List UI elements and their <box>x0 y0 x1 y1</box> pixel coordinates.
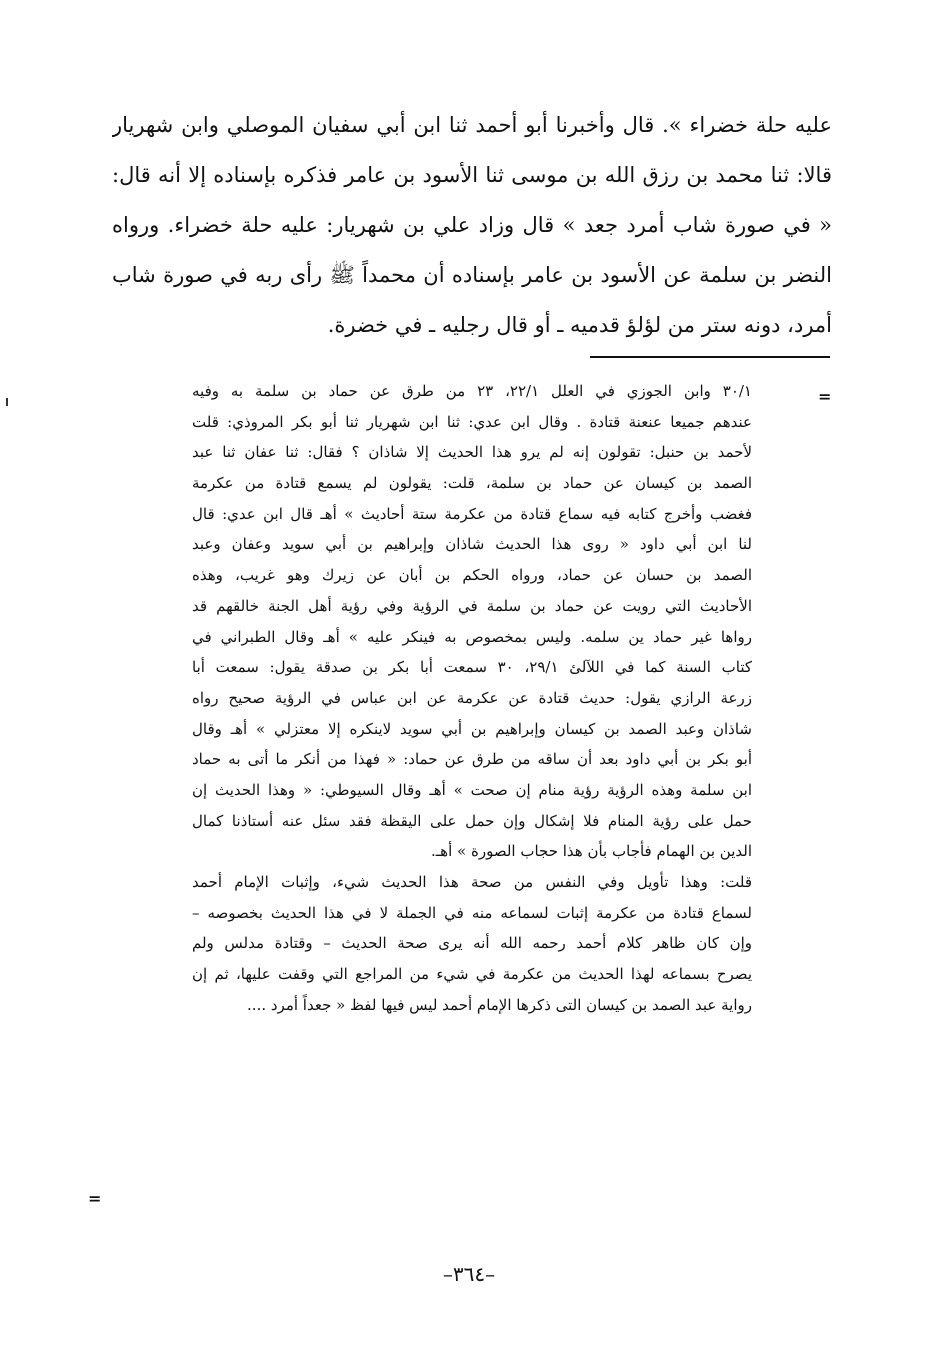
scan-edge-mark <box>6 398 8 406</box>
footnote-line: لسماع قتادة من عكرمة إثبات لسماعه منه في الجملة لا في هذا الحديث بخصوصه – <box>192 903 752 922</box>
footnote-line: يصرح بسماعه لهذا الحديث من عكرمة في شيء من المراجع التي وقفت عليها، ثم إن <box>192 965 752 984</box>
footnote-divider <box>590 356 830 358</box>
footnote-block <box>192 376 752 1020</box>
footnote-line: الصمد بن كيسان عن حماد بن سلمة، قلت: يقولون لم يسمع قتادة من عكرمة <box>192 474 752 493</box>
footnote-line: لنا ابن أبي داود « روى هذا الحديث شاذان وإبراهيم بن أبي سويد وعفان وعبد <box>192 535 752 554</box>
footnote-line: الصمد بن حسان عن حماد، ورواه الحكم بن أبان عن زيرك وهو غريب، وهذه <box>192 566 752 585</box>
footnote-line: وإن كان ظاهر كلام أحمد رحمه الله أنه يرى صحة الحديث – وقتادة مدلس ولم <box>192 934 752 953</box>
footnote-line: الدين بن الهمام فأجاب بأن هذا حجاب الصورة » أهـ. <box>431 842 752 861</box>
footnote-line: رواها غير حماد ين سلمه. وليس بمخصوص به فينكر عليه » أهـ وقال الطبراني في <box>192 627 752 646</box>
page-number: –٣٦٤– <box>442 1262 496 1286</box>
footnote-line: لأحمد بن حنبل: تقولون إنه لم يرو هذا الحديث إلا شاذان ؟ فقال: ثنا عفان ثنا عبد <box>192 443 752 462</box>
footnote-line: عندهم جميعا عنعنة قتادة . وقال ابن عدي: ثنا ابن شهريار ثنا أبو بكر المروذي: قلت <box>192 412 752 431</box>
footnote-line: قلت: وهذا تأويل وفي النفس من صحة هذا الحديث شيء، وإثبات الإمام أحمد <box>192 873 752 891</box>
main-text-line: أمرد، دونه ستر من لؤلؤ قدميه ـ أو قال رجليه ـ في خضرة. <box>327 313 832 337</box>
main-text-block <box>112 100 832 350</box>
footnote-line: أبو بكر بن أبي داود بعد أن ساقه من طرق عن حماد: « فهذا من أنكر ما أتى به حماد <box>192 750 752 769</box>
footnote-line: زرعة الرازي يقول: حديث قتادة عن عكرمة عن ابن عباس في الرؤية صحيح رواه <box>192 688 752 707</box>
continuation-mark-top: = <box>818 387 832 406</box>
footnote-line: ٣٠/١ وابن الجوزي في العلل ٢٢/١، ٢٣ من طرق عن حماد بن سلمة به وفيه <box>192 382 752 400</box>
footnote-line: الأحاديث التي رويت عن حماد بن سلمة في الرؤية وفي رؤية أهل الجنة خالقهم قد <box>192 596 752 615</box>
main-text-line: عليه حلة خضراء ». قال وأخبرنا أبو أحمد ثنا ابن أبي سفيان الموصلي وابن شهريار <box>112 113 832 137</box>
main-text-line: « في صورة شاب أمرد جعد » قال وزاد علي بن شهريار: عليه حلة خضراء. ورواه <box>112 213 832 237</box>
continuation-mark-bottom: = <box>88 1189 102 1208</box>
footnote-line: فغضب وأخرج كتابه فيه سماع قتادة من عكرمة ستة أحاديث » أهـ قال ابن عدي: قال <box>192 504 752 523</box>
footnote-line: ابن سلمة وهذه الرؤية رؤية منام إن صحت » أهـ وقال السيوطي: « وهذا الحديث إن <box>192 780 752 799</box>
footnote-line: شاذان وعبد الصمد بن كيسان وإبراهيم بن أبي سويد لاينكره إلا معتزلي » أهـ وقال <box>192 719 752 738</box>
main-text-line: النضر بن سلمة عن الأسود بن عامر بإسناده أن محمداً ﷺ رأى ربه في صورة شاب <box>112 263 832 287</box>
main-text-line: قالا: ثنا محمد بن رزق الله بن موسى ثنا الأسود بن عامر فذكره بإسناده إلا أنه قال: <box>112 163 832 187</box>
footnote-line: كتاب السنة كما في اللآلئ ٢٩/١، ٣٠ سمعت أبا بكر بن صدقة يقول: سمعت أبا <box>192 658 752 677</box>
footnote-line: حمل على رؤية المنام فلا إشكال وإن حمل على اليقظة فقد سئل عنه أستاذنا كمال <box>192 811 752 830</box>
footnote-line: رواية عبد الصمد بن كيسان التى ذكرها الإمام أحمد ليس فيها لفظ « جعداً أمرد .... <box>247 995 752 1014</box>
